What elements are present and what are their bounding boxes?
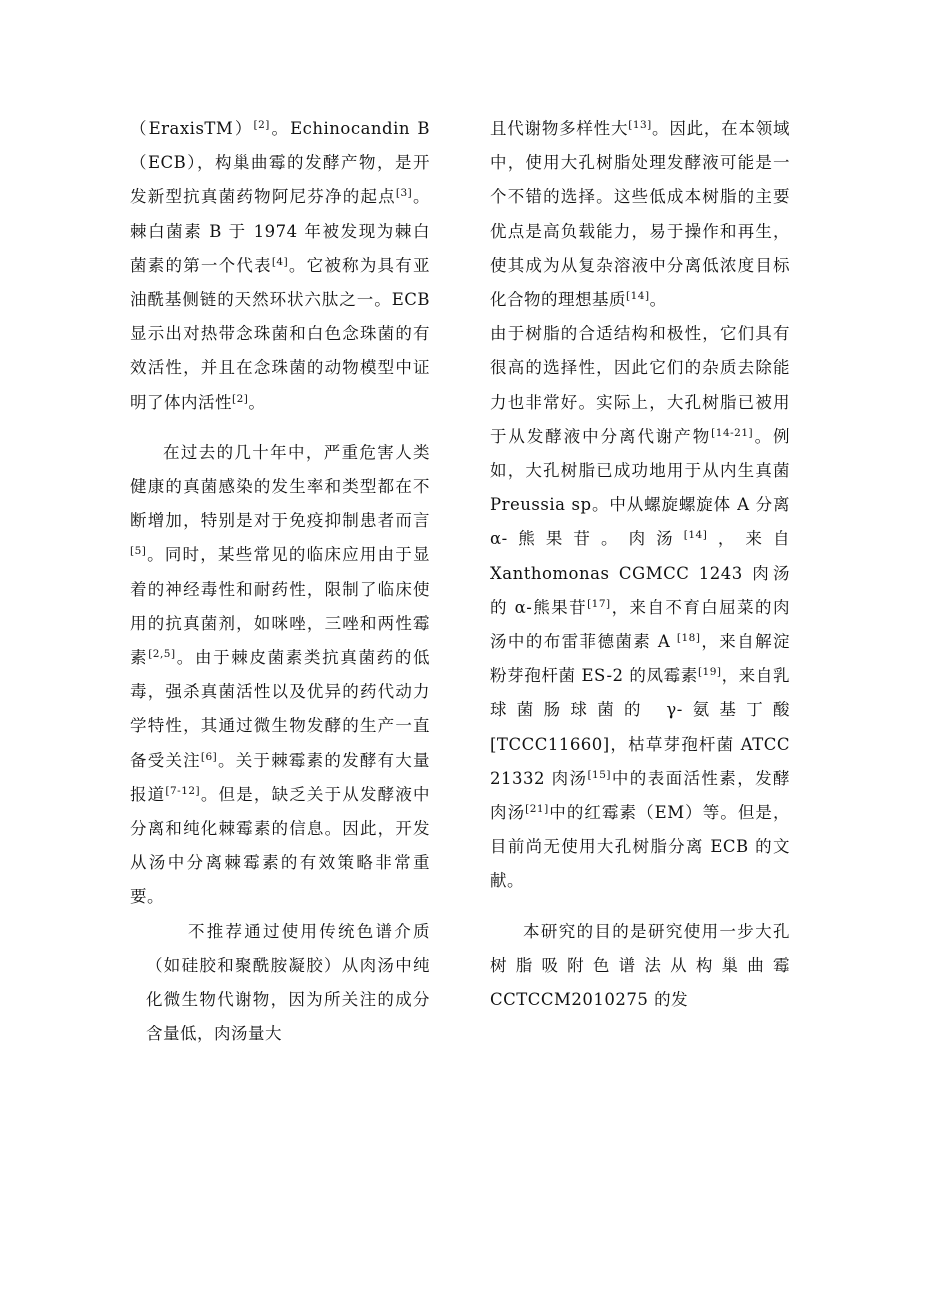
text-run: 。因此，在本领域中，使用大孔树脂处理发酵液可能是一个不错的选择。这些低成本树脂的主要优点是高负载能力，易于操作和再生，使其成为从复杂溶液中分离低浓度目标化合物的理想基质 <box>490 119 790 310</box>
paragraph-study-purpose <box>490 915 790 1018</box>
citation-ref: [15] <box>587 768 611 781</box>
text-run: 。棘白菌素 B 于 1974 年被发现为棘白菌素的第一个代表 <box>130 187 431 275</box>
text-run: 本研究的目的是研究使用一步大孔树脂吸附色谱法从构巢曲霉 CCTCCM2010275 的发 <box>490 921 790 1010</box>
text-run: ，来自乳球菌肠球菌的 γ-氨基丁酸[TCCC11660]，枯草芽孢杆菌 ATCC 21332 肉汤 <box>490 666 791 788</box>
citation-ref: [2,5] <box>148 648 176 661</box>
citation-ref: [18] <box>676 632 701 645</box>
text-run: 中的表面活性素，发酵肉汤 <box>490 768 791 823</box>
text-run: 。关于棘霉素的发酵有大量报道 <box>130 750 430 804</box>
citation-ref: [14] <box>626 290 650 303</box>
citation-ref: [3] <box>395 187 413 200</box>
citation-ref: [6] <box>200 750 218 763</box>
text-run: ，来自不育白屈菜的肉汤中的布雷菲德菌素 A <box>490 597 790 652</box>
text-run: 。 <box>248 392 266 412</box>
citation-ref: [7-12] <box>165 784 201 797</box>
citation-ref: [14-21] <box>711 426 754 439</box>
right-column <box>490 112 790 1017</box>
paragraph-echinocandin-intro <box>130 112 430 420</box>
text-run: 由于树脂的合适结构和极性，它们具有很高的选择性，因此它们的杂质去除能力也非常好。实际上，大孔树脂已被用于从发酵液中分离代谢产物 <box>490 324 790 446</box>
citation-ref: [5] <box>130 545 147 558</box>
paragraph-macroporous-resin <box>490 112 790 317</box>
citation-ref: [21] <box>525 803 549 816</box>
text-run: 。它被称为具有亚油酰基侧链的天然环状六肽之一。ECB 显示出对热带念珠菌和白色念珠菌的有效活性，并且在念珠菌的动物模型中证明了体内活性 <box>130 255 430 412</box>
citation-ref: [13] <box>628 119 652 131</box>
paragraph-fungal-infection <box>130 436 430 915</box>
citation-ref: [17] <box>587 597 611 610</box>
text-run: 。但是，缺乏关于从发酵液中分离和纯化棘霉素的信息。因此，开发从汤中分离棘霉素的有效策略非常重要。 <box>130 784 431 907</box>
text-run: ，来自 Xanthomonas CGMCC 1243 肉汤的 α-熊果苷 <box>490 529 791 617</box>
paragraph-resin-applications <box>490 317 790 898</box>
citation-ref: [4] <box>271 255 289 268</box>
text-run: 。同时，某些常见的临床应用由于显着的神经毒性和耐药性，限制了临床使用的抗真菌剂，如咪唑，三唑和两性霉素 <box>130 545 430 668</box>
text-run: ，来自解淀粉芽孢杆菌 ES-2 的凤霉素 <box>490 632 791 686</box>
text-run: 且代谢物多样性大 <box>490 119 629 138</box>
paragraph-chromatography-media <box>130 915 430 1052</box>
text-run: 。Echinocandin B（ECB），构巢曲霉的发酵产物，是开发新型抗真菌药物阿尼芬净的起点 <box>130 119 430 207</box>
text-run: 不推荐通过使用传统色谱介质（如硅胶和聚酰胺凝胶）从肉汤中纯化微生物代谢物，因为所关注的成分含量低，肉汤量大 <box>146 921 430 1044</box>
citation-ref: [19] <box>697 666 722 679</box>
citation-ref: [2] <box>253 119 270 131</box>
text-run: 。由于棘皮菌素类抗真菌药的低毒，强杀真菌活性以及优异的药代动力学特性，其通过微生物发酵的生产一直备受关注 <box>130 648 431 770</box>
left-column <box>130 112 430 1051</box>
text-run: 。 <box>649 290 667 310</box>
text-run: 在过去的几十年中，严重危害人类健康的真菌感染的发生率和类型都在不断增加，特别是对于免疫抑制患者而言 <box>130 442 430 531</box>
text-run: 中的红霉素（EM）等。但是，目前尚无使用大孔树脂分离 ECB 的文献。 <box>490 803 790 891</box>
text-run: （EraxisTM） <box>130 119 254 138</box>
citation-ref: [14] <box>683 529 708 542</box>
citation-ref: [2] <box>232 392 249 405</box>
text-run: 。例如，大孔树脂已成功地用于从内生真菌 Preussia sp。中从螺旋螺旋体 A 分离 α-熊果苷。肉汤 <box>490 426 791 549</box>
